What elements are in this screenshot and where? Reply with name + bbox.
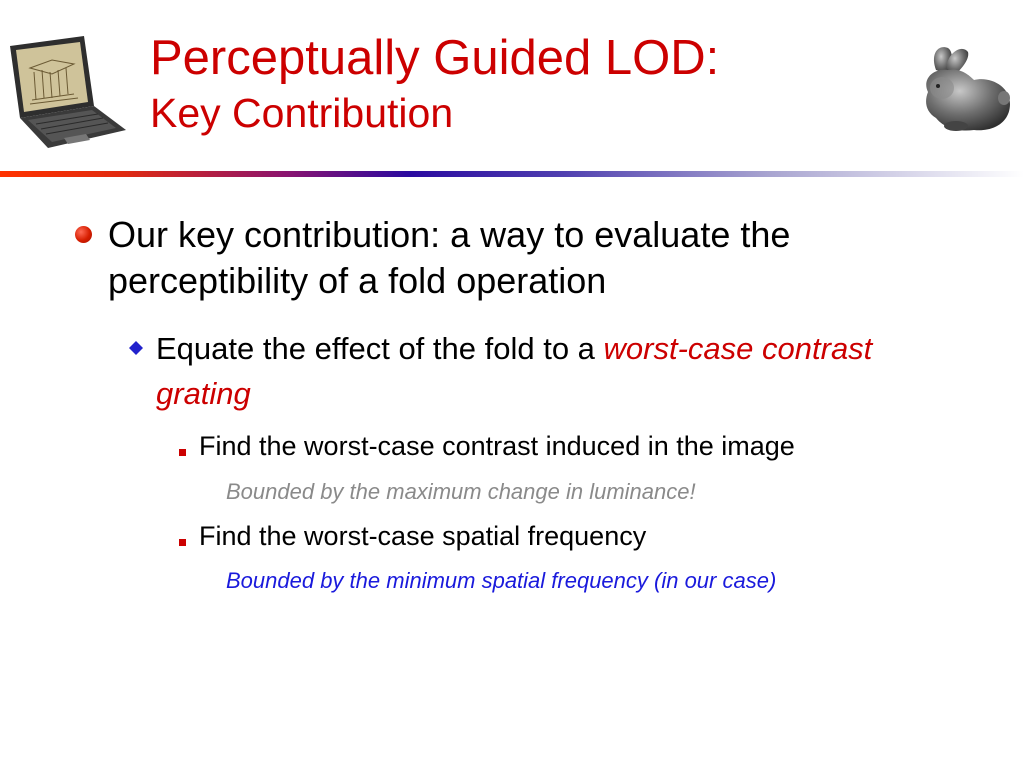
title-divider: [0, 170, 1024, 178]
bullet-dot-icon: [75, 226, 92, 243]
bullet-level-2: [156, 326, 956, 416]
bullet-level-3: Find the worst-case contrast induced in the image: [199, 431, 795, 461]
bullet-level-2-emphasis: worst-case contrast grating: [156, 331, 873, 411]
bullet-diamond-icon: [128, 340, 144, 356]
bullet-square-icon: [179, 449, 186, 456]
bullet-note: Bounded by the minimum spatial frequency (in our case): [226, 568, 777, 593]
bullet-note: Bounded by the maximum change in luminance!: [226, 479, 696, 504]
bullet-level-3: Find the worst-case spatial frequency: [199, 521, 647, 551]
title-line-2: Key Contribution: [150, 90, 454, 136]
slide-title: [150, 31, 720, 136]
bullet-level-2-text: Equate the effect of the fold to a: [156, 331, 604, 366]
stanford-bunny-icon: [914, 40, 1016, 136]
bullet-square-icon: [179, 539, 186, 546]
title-line-1: Perceptually Guided LOD:: [150, 31, 720, 85]
laptop-icon: [4, 34, 128, 152]
bullet-level-1: Our key contribution: a way to evaluate the perceptibility of a fold operation: [108, 214, 791, 301]
